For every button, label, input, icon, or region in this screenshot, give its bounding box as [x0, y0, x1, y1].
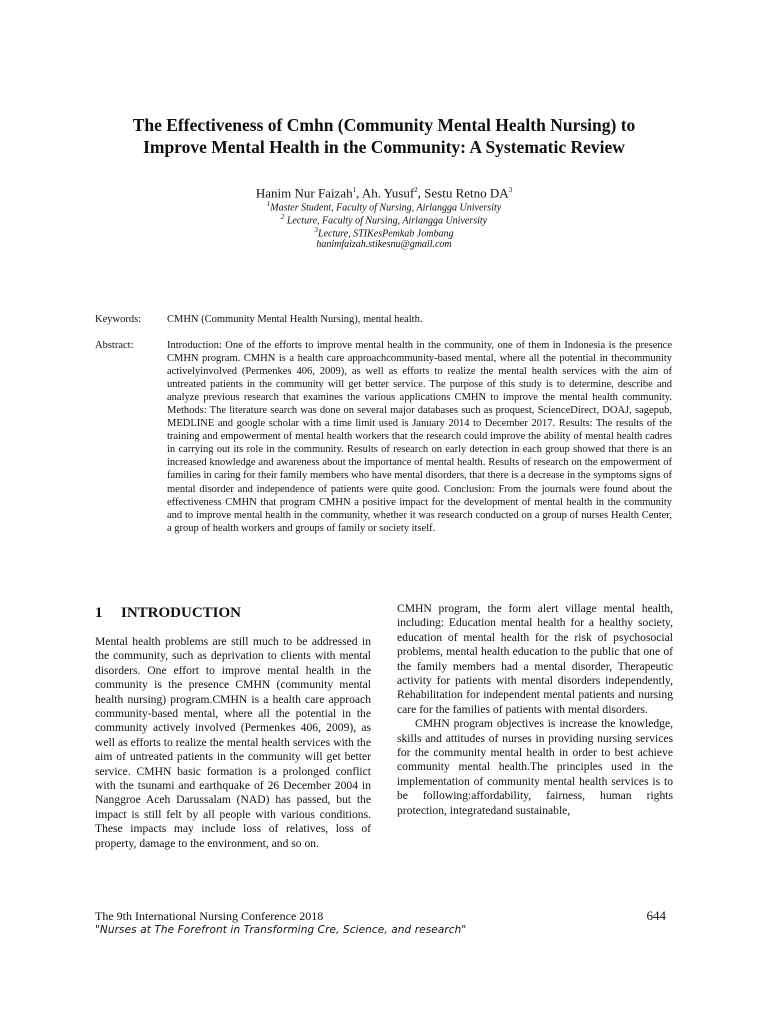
section-heading — [95, 604, 241, 622]
body-paragraph: Mental health problems are still much to be addressed in the community, such as deprivation to clients with mental disorders. One effort to improve mental health in the community is the presence CMHN (community mental health nursing) program.CMHN is a health care approach community-based mental, where all the potential in the community actively involved (Permenkes 406, 2009), as well as efforts to realize the mental health services with the aim of untreated patients in the community will get better service. CMHN basic formation is a prolonged conflict with the tsunami and earthquake of 26 December 2004 in Nanggroe Aceh Darussalam (NAD) has passed, but the impact is still felt by all people with various conditions. These impacts may include loss of relatives, loss of property, damage to the environment, and so on. — [95, 635, 371, 850]
body-paragraph: CMHN program objectives is increase the knowledge, skills and attitudes of nurses in providing nursing services for the community mental health in order to best achieve community mental health.The principles used in the implementation of community mental health services is to be following:affordability, fairness, human rights protection, integratedand sustainable, — [397, 717, 673, 817]
author-name: Hanim Nur Faizah — [255, 185, 353, 201]
author-sup: 1 — [352, 186, 357, 194]
author-name: Sestu Retno DA — [424, 185, 509, 201]
paper-title — [96, 114, 672, 158]
left-column — [95, 635, 371, 851]
abstract-label: Abstract: — [95, 340, 134, 351]
page-number: 644 — [646, 908, 666, 923]
author-name: Ah. Yusuf — [361, 185, 415, 201]
affiliation-3: $^3$Lecture, STIKesPemkab Jombang — [314, 226, 454, 240]
keywords-label: Keywords: — [95, 314, 142, 325]
title-line-2: Improve Mental Health in the Community: A Systematic Review — [143, 137, 625, 157]
body-paragraph: CMHN program, the form alert village mental health, including: Education mental health for a healthy society, education of mental health for the risk of psychosocial problems, mental health education to the public that one of the family members had a mental disorder, Therapeutic activity for patients with mental disorders independently, Rehabilitation for independent mental patients and nursing care for the families of patients with mental disorders. — [397, 602, 673, 716]
section-number: 1 — [95, 605, 103, 621]
section-title: INTRODUCTION — [121, 605, 242, 621]
footer-conference: The 9th International Nursing Conference 2018 — [95, 909, 324, 923]
title-line-1: The Effectiveness of Cmhn (Community Mental Health Nursing) to — [132, 115, 636, 135]
abstract-text: Introduction: One of the efforts to improve mental health in the community, one of them in Indonesia is the presence CMHN program. CMHN is a health care approachcommunity-based mental, where all the potential in thecommunity activelyinvolved (Permenkes 406, 2009), as well as efforts to realize the mental health services with the aim of untreated patients in the community will get better service. The purpose of this study is to determine, describe and analyze previous research that examines the various applications CMHN to improve the mental health community. Methods: The literature search was done on several major databases such as proquest, ScienceDirect, DOAJ, sagepub, MEDLINE and google scholar with a time limit used is January 2014 to December 2017. Results: The results of the training and empowerment of mental health workers that the research could improve the ability of mental health cadres in carrying out its role in the community. Results of research on early detection in each group showed that there is an increased knowledge and awareness about the importance of mental health. Results of research on the empowerment of families in caring for their family members who have mental disorders, that there is a decrease in the symptoms signs of mental disorder and independence of patients were quite good. Conclusion: From the journals were found about the effectiveness CMHN that program CMHN a positive impact for the development of mental health in the community and to improve mental health in the community, whether it was research conducted on a group of nurses Health Center, a group of health workers and groups of family or society itself. — [167, 340, 672, 534]
right-column — [397, 602, 673, 818]
keywords-text: CMHN (Community Mental Health Nursing), mental health. — [167, 314, 423, 325]
affiliation-2: $^2$ Lecture, Faculty of Nursing, Airlangga University — [280, 213, 488, 227]
author-sup: 3 — [508, 186, 513, 194]
author-email: hanimfaizah.stikesnu@gmail.com — [316, 239, 452, 250]
author-sup: 2 — [414, 186, 418, 194]
author-list: Hanim Nur Faizah$^1$, Ah. Yusuf$^2$, Sestu Retno $DA^3$ — [255, 185, 513, 201]
footer-motto: "Nurses at The Forefront in Transforming Cre, Science, and research" — [95, 924, 467, 936]
affiliation-1: $^1$Master Student, Faculty of Nursing, Airlangga University — [266, 200, 502, 214]
